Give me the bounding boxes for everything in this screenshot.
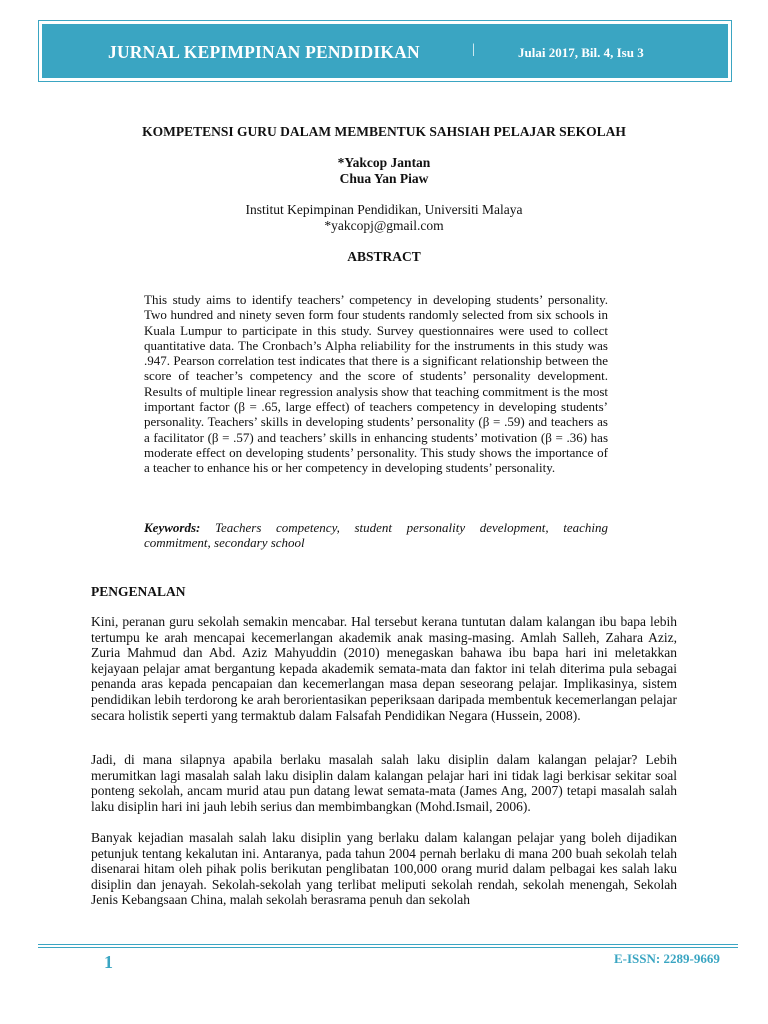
journal-title: JURNAL KEPIMPINAN PENDIDIKAN <box>108 42 420 62</box>
footer-rule <box>38 947 738 948</box>
article-title: KOMPETENSI GURU DALAM MEMBENTUK SAHSIAH PELAJAR SEKOLAH <box>142 124 626 139</box>
eissn: E-ISSN: 2289-9669 <box>614 951 720 966</box>
page-number: 1 <box>104 952 113 972</box>
journal-header-band <box>42 24 728 78</box>
paragraph: Jadi, di mana silapnya apabila berlaku masalah salah laku disiplin dalam kalangan pelajar? Lebih merumitkan lagi masalah salah laku disiplin dalam kalangan pelajar hari ini tidak lagi berkisar sekitar soal ponteng sekolah, ancam murid atau pun datang lewat semata-mata (James Ang, 2007) tetapi masalah salah laku disiplin hari ini jauh lebih serius dan membimbangkan (Mohd.Ismail, 2006). <box>91 752 677 814</box>
keywords-list: Teachers competency, student personality development, teaching commitment, secondary school <box>144 520 608 551</box>
journal-header <box>38 20 732 82</box>
paragraph: Kini, peranan guru sekolah semakin mencabar. Hal tersebut kerana tuntutan dalam kalangan ibu bapa lebih tertumpu ke arah mencapai kecemerlangan akademik anak masing-masing. Amlah Salleh, Zahara Aziz, Zuria Mahmud dan Abd. Aziz Mahyuddin (2010) menegaskan bahawa ibu bapa hari ini meletakkan kejayaan pelajar amat bergantung kepada akademik semata-mata dan faktor ini telah diterima pula sebagai penanda aras kepada pencapaian dan kecemerlangan masa depan seseorang pelajar. Implikasinya, sistem pendidikan lebih terdorong ke arah berorientasikan peperiksaan daripada membentuk kecemerlangan pelajar secara holistik seperti yang termaktub dalam Falsafah Pendidikan Negara (Hussein, 2008). <box>91 614 677 723</box>
section-heading: PENGENALAN <box>91 584 186 599</box>
author-affiliation: Institut Kepimpinan Pendidikan, Universiti Malaya <box>245 202 523 217</box>
issue-info: Julai 2017, Bil. 4, Isu 3 <box>518 45 644 60</box>
keywords <box>144 520 608 551</box>
footer-rule <box>38 944 738 945</box>
author-secondary: Chua Yan Piaw <box>339 171 429 186</box>
paragraph: Banyak kejadian masalah salah laku disiplin yang berlaku dalam kalangan pelajar yang boleh dijadikan petunjuk tentang kekalutan ini. Antaranya, pada tahun 2004 pernah berlaku di mana 200 buah sekolah telah disenarai hitam oleh pihak polis berikutan penglibatan 100,000 orang murid dalam pelbagai kes salah laku disiplin dan jenayah. Sekolah-sekolah yang terlibat meliputi sekolah rendah, sekolah menengah, Sekolah Jenis Kebangsaan China, malah sekolah berasrama penuh dan sekolah <box>91 830 677 908</box>
abstract-body: This study aims to identify teachers’ competency in developing students’ personality. Two hundred and ninety seven form four students randomly selected from six schools in Kuala Lumpur to participate in this study. Survey questionnaires were used to collect quantitative data. The Cronbach’s Alpha reliability for the instruments in this study was .947. Pearson correlation test indicates that there is a significant relationship between the score of teacher’s competency and the score of students’ personality development. Results of multiple linear regression analysis show that teaching commitment is the most important factor (β = .65, large effect) of teachers competency in developing students’ personality. Teachers’ skills in developing students’ personality (β = .59) and teachers as a facilitator (β = .57) and teachers’ skills in enhancing students’ motivation (β = .36) has moderate effect on developing students’ personality. This study shows the importance of a teacher to enhance his or her competency in developing students’ personality. <box>144 292 608 476</box>
author-primary: *Yakcop Jantan <box>337 155 431 170</box>
keywords-label: Keywords: <box>144 520 201 535</box>
header-separator: | <box>472 42 475 57</box>
abstract-heading: ABSTRACT <box>347 249 421 264</box>
author-email: *yakcopj@gmail.com <box>324 218 444 233</box>
